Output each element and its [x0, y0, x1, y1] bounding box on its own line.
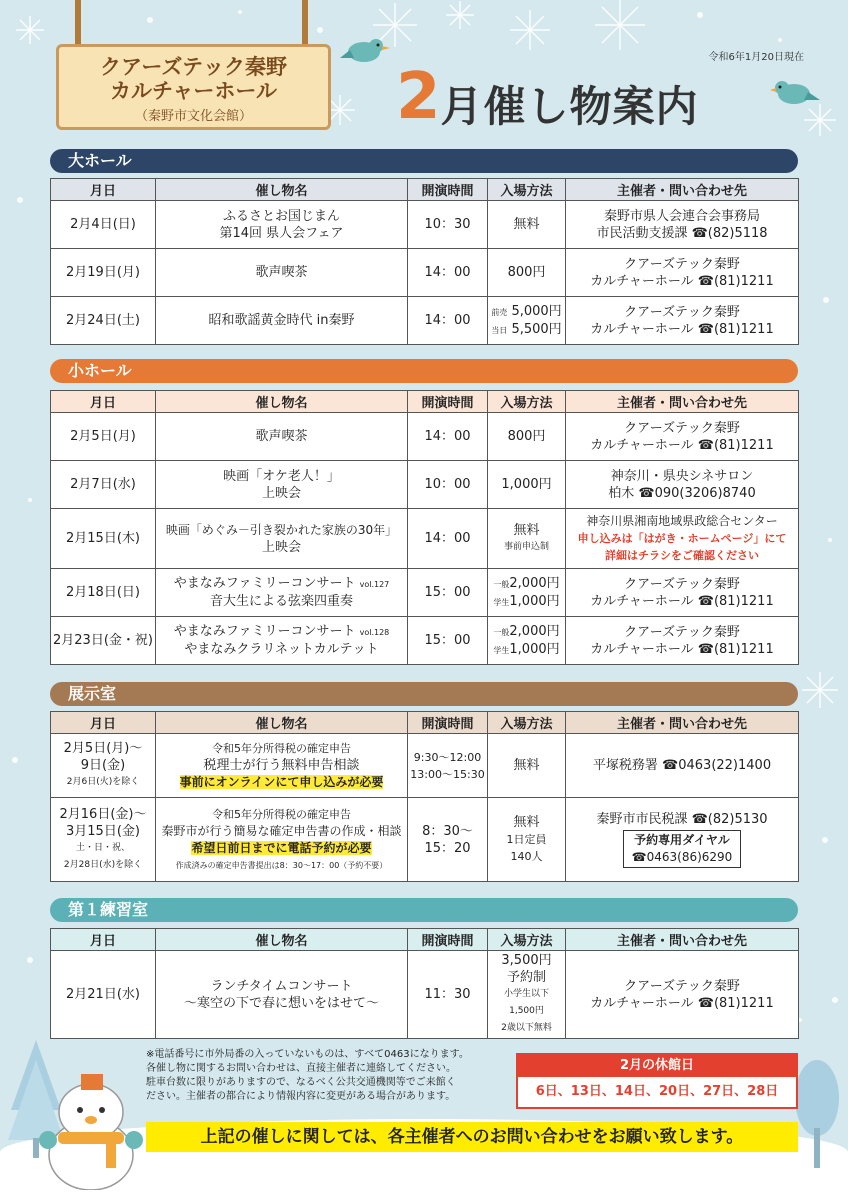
event-requirement: 事前にオンラインにて申し込みが必要 [179, 775, 384, 789]
cell-date: 2月24日(土) [51, 297, 156, 345]
event-name: 上映会 [261, 485, 301, 501]
table-row [51, 509, 799, 569]
price-value: 5,500円 [511, 321, 562, 337]
col-admission: 入場方法 [488, 179, 566, 201]
col-time: 開演時間 [408, 712, 488, 734]
col-admission: 入場方法 [488, 929, 566, 951]
cell-contact [566, 509, 799, 569]
col-admission: 入場方法 [488, 391, 566, 413]
col-date: 月日 [51, 391, 156, 413]
cell-contact [566, 617, 799, 665]
col-event: 催し物名 [156, 929, 408, 951]
table-header-row [51, 179, 799, 201]
time-line: 9:30～12:00 [413, 750, 482, 764]
table-row [51, 951, 799, 1039]
snowman-mascot-icon [36, 1060, 146, 1190]
cell-contact [566, 201, 799, 249]
cell-admission [488, 617, 566, 665]
price-value: 2,000円 [509, 623, 560, 639]
cell-date: 2月5日(月) [51, 413, 156, 461]
admission-note: 1日定員 [506, 833, 547, 846]
date-note: 2月28日(水)を除く [63, 859, 143, 870]
cell-contact [566, 461, 799, 509]
event-name: 映画「オケ老人！」 [223, 468, 340, 484]
reservation-number: ☎0463(86)6290 [631, 850, 733, 864]
cell-event [156, 509, 408, 569]
event-name: やまなみファミリーコンサート [173, 576, 356, 591]
contact-line: カルチャーホール ☎(81)1211 [590, 321, 774, 337]
table-row [51, 569, 799, 617]
closed-days-list: 6日、13日、14日、20日、27日、28日 [535, 1084, 779, 1099]
closed-days-title: 2月の休館日 [518, 1055, 796, 1077]
event-name: ランチタイムコンサート [210, 978, 353, 994]
section-header-large-hall: 大ホール [50, 149, 798, 173]
price-label: 一般 [493, 627, 510, 637]
table-row [51, 461, 799, 509]
date-line: 2月16日(金)～ [59, 806, 147, 822]
event-name: やまなみファミリーコンサート [173, 624, 356, 639]
contact-warning: 申し込みは「はがき・ホームページ」にて [577, 532, 787, 545]
admission-value: 無料 [513, 522, 540, 538]
contact-line: クアーズテック秦野 [624, 978, 740, 994]
cell-contact [566, 569, 799, 617]
col-event: 催し物名 [156, 391, 408, 413]
venue-subtitle: （秦野市文化会館） [134, 109, 252, 124]
rope-left [75, 0, 81, 48]
time-line: 8：30～ [422, 823, 473, 839]
cell-admission [488, 951, 566, 1039]
contact-line: カルチャーホール ☎(81)1211 [590, 641, 774, 657]
cell-time [408, 734, 488, 798]
event-name: 令和5年分所得税の確定申告 [212, 807, 351, 821]
contact-line: カルチャーホール ☎(81)1211 [590, 437, 774, 453]
cell-time: 14：00 [408, 509, 488, 569]
col-event: 催し物名 [156, 712, 408, 734]
admission-note: 2歳以下無料 [501, 1023, 552, 1033]
venue-name-line1: クアーズテック秦野 [100, 55, 287, 79]
cell-event: 昭和歌謡黄金時代 in秦野 [156, 297, 408, 345]
price-value: 1,000円 [509, 641, 560, 657]
venue-name-line2: カルチャーホール [110, 79, 277, 103]
contact-line: クアーズテック秦野 [624, 420, 740, 436]
admission-note: 小学生以下 [503, 989, 549, 999]
admission-note: 140人 [510, 850, 543, 863]
price-label: 前売 [491, 307, 508, 317]
note-line: ※電話番号に市外局番の入っていないものは、すべて0463になります。 [146, 1049, 469, 1060]
bird-icon [770, 70, 820, 110]
table-row [51, 249, 799, 297]
contact-line: クアーズテック秦野 [624, 576, 740, 592]
col-time: 開演時間 [408, 391, 488, 413]
cell-date: 2月15日(木) [51, 509, 156, 569]
event-volume: vol.127 [359, 580, 390, 589]
time-line: 13:00～15:30 [410, 767, 485, 781]
page-title [396, 60, 699, 134]
cell-admission [488, 798, 566, 882]
event-name: 秦野市が行う簡易な確定申告書の作成・相談 [161, 823, 402, 838]
event-name: 映画「めぐみ－引き裂かれた家族の30年」 [165, 522, 398, 537]
cell-date: 2月7日(水) [51, 461, 156, 509]
cell-time: 15：00 [408, 617, 488, 665]
contact-line: カルチャーホール ☎(81)1211 [590, 593, 774, 609]
cell-admission [488, 509, 566, 569]
cell-time: 11：30 [408, 951, 488, 1039]
col-date: 月日 [51, 712, 156, 734]
footer-notes [146, 1048, 516, 1104]
cell-event: 歌声喫茶 [156, 413, 408, 461]
large-hall-table [50, 178, 799, 345]
event-name: 令和5年分所得税の確定申告 [212, 742, 351, 755]
cell-date [51, 798, 156, 882]
col-admission: 入場方法 [488, 712, 566, 734]
date-line: 9日(金) [80, 758, 126, 773]
section-header-small-hall: 小ホール [50, 359, 798, 383]
col-contact: 主催者・問い合わせ先 [566, 712, 799, 734]
col-event: 催し物名 [156, 179, 408, 201]
table-header-row [51, 929, 799, 951]
cell-contact [566, 297, 799, 345]
col-contact: 主催者・問い合わせ先 [566, 391, 799, 413]
event-volume: vol.128 [359, 628, 390, 637]
date-note: 2月6日(火)を除く [66, 777, 140, 787]
cell-event [156, 617, 408, 665]
admission-value: 予約制 [506, 970, 546, 985]
cell-date: 2月18日(日) [51, 569, 156, 617]
contact-line: クアーズテック秦野 [624, 624, 740, 640]
price-value: 5,000円 [511, 303, 562, 319]
note-line: ださい。主催者の都合により情報内容に変更がある場合があります。 [146, 1091, 456, 1102]
event-requirement: 希望日前日までに電話予約が必要 [191, 840, 372, 855]
event-name: やまなみクラリネットカルテット [184, 642, 379, 657]
event-name: 第14回 県人会フェア [219, 225, 344, 241]
table-row [51, 297, 799, 345]
contact-line: クアーズテック秦野 [624, 256, 740, 272]
time-line: 15：20 [424, 840, 471, 856]
cell-event [156, 201, 408, 249]
cell-date [51, 734, 156, 798]
price-label: 当日 [491, 325, 508, 335]
cell-date: 2月4日(日) [51, 201, 156, 249]
as-of-date: 令和6年1月20日現在 [708, 52, 804, 63]
cell-date: 2月21日(水) [51, 951, 156, 1039]
price-label: 学生 [493, 645, 510, 655]
admission-note: 事前申込制 [503, 541, 549, 552]
col-contact: 主催者・問い合わせ先 [566, 929, 799, 951]
cell-contact [566, 413, 799, 461]
section-header-exhibit: 展示室 [50, 682, 798, 706]
table-header-row [51, 712, 799, 734]
contact-line: カルチャーホール ☎(81)1211 [590, 995, 774, 1011]
admission-note: 1,500円 [509, 1006, 544, 1016]
cell-admission: 800円 [488, 249, 566, 297]
cell-time: 10：30 [408, 201, 488, 249]
exhibit-table [50, 711, 799, 882]
cell-admission [488, 569, 566, 617]
cell-event: 歌声喫茶 [156, 249, 408, 297]
cell-contact [566, 798, 799, 882]
tree-icon [790, 1058, 845, 1168]
event-name: 税理士が行う無料申告相談 [203, 758, 360, 773]
event-name: 上映会 [261, 539, 301, 555]
table-row [51, 734, 799, 798]
event-note: 作成済みの確定申告書提出は8：30～17：00（予約不要） [175, 860, 388, 870]
reservation-label: 予約専用ダイヤル [634, 833, 730, 847]
cell-admission: 無料 [488, 734, 566, 798]
cell-contact [566, 951, 799, 1039]
cell-event [156, 798, 408, 882]
cell-time: 15：00 [408, 569, 488, 617]
rope-right [302, 0, 308, 48]
contact-line: 神奈川・県央シネサロン [610, 468, 754, 484]
reservation-dial-box [623, 830, 742, 868]
contact-banner: 上記の催しに関しては、各主催者へのお問い合わせをお願い致します。 [146, 1122, 798, 1152]
contact-line: 神奈川県湘南地域県政総合センター [586, 514, 778, 528]
price-label: 一般 [493, 579, 510, 589]
closed-days-box [516, 1053, 798, 1109]
col-date: 月日 [51, 929, 156, 951]
event-name: ～寒空の下で春に想いをはせて～ [183, 995, 379, 1011]
table-row [51, 617, 799, 665]
col-date: 月日 [51, 179, 156, 201]
bird-icon [340, 28, 390, 68]
cell-event [156, 734, 408, 798]
contact-line: 秦野市市民税課 ☎(82)5130 [596, 812, 768, 827]
cell-time: 14：00 [408, 413, 488, 461]
col-time: 開演時間 [408, 179, 488, 201]
date-line: 2月5日(月)～ [63, 741, 143, 756]
cell-admission [488, 297, 566, 345]
cell-admission: 1,000円 [488, 461, 566, 509]
cell-contact [566, 249, 799, 297]
venue-signboard [56, 44, 331, 130]
event-name: ふるさとお国じまん [222, 208, 340, 224]
table-row [51, 413, 799, 461]
cell-admission: 800円 [488, 413, 566, 461]
title-month-number: 2 [396, 60, 441, 134]
section-header-practice-room: 第１練習室 [50, 898, 798, 922]
practice-room-table [50, 928, 799, 1039]
small-hall-table [50, 390, 799, 665]
contact-line: 市民活動支援課 ☎(82)5118 [596, 225, 768, 241]
price-value: 2,000円 [509, 575, 560, 591]
cell-date: 2月19日(月) [51, 249, 156, 297]
admission-value: 3,500円 [501, 953, 552, 968]
contact-line: 秦野市県人会連合会事務局 [603, 208, 760, 224]
contact-line: 柏木 ☎090(3206)8740 [608, 485, 756, 501]
contact-line: カルチャーホール ☎(81)1211 [590, 273, 774, 289]
date-note: 土・日・祝、 [75, 842, 130, 853]
cell-contact: 平塚税務署 ☎0463(22)1400 [566, 734, 799, 798]
col-time: 開演時間 [408, 929, 488, 951]
cell-time: 10：00 [408, 461, 488, 509]
cell-event [156, 951, 408, 1039]
cell-event [156, 461, 408, 509]
col-contact: 主催者・問い合わせ先 [566, 179, 799, 201]
title-text: 月催し物案内 [440, 82, 699, 131]
cell-time [408, 798, 488, 882]
table-header-row [51, 391, 799, 413]
price-value: 1,000円 [509, 593, 560, 609]
admission-value: 無料 [513, 815, 540, 830]
table-row [51, 798, 799, 882]
cell-time: 14：00 [408, 249, 488, 297]
event-name: 音大生による弦楽四重奏 [209, 594, 353, 609]
cell-time: 14：00 [408, 297, 488, 345]
price-label: 学生 [493, 597, 510, 607]
date-line: 3月15日(金) [66, 823, 140, 839]
table-row [51, 201, 799, 249]
note-line: 駐車台数に限りがありますので、なるべく公共交通機関等でご来館く [146, 1077, 456, 1088]
cell-date: 2月23日(金・祝) [51, 617, 156, 665]
contact-warning: 詳細はチラシをご確認ください [605, 549, 759, 562]
contact-line: クアーズテック秦野 [624, 304, 740, 320]
note-line: 各催し物に関するお問い合わせは、直接主催者に連絡してください。 [146, 1063, 456, 1074]
cell-event [156, 569, 408, 617]
cell-admission: 無料 [488, 201, 566, 249]
